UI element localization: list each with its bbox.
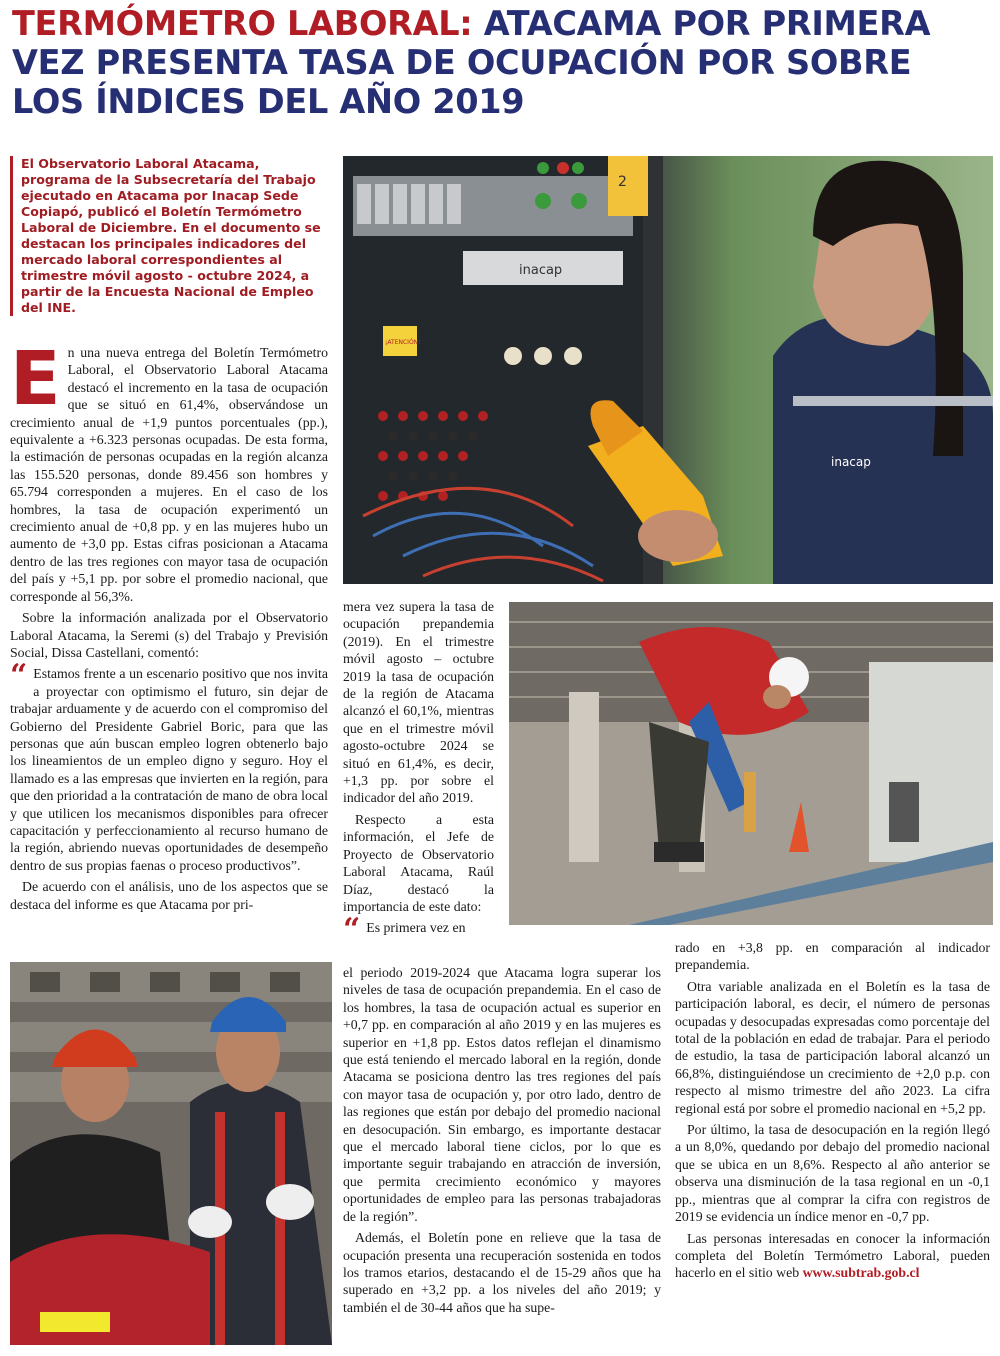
col2-paragraph-2: Respecto a esta información, el Jefe de Proyecto de Observatorio Laboral Atacama, Raúl Díaz, destacó la importancia de este dato: (343, 811, 494, 914)
photo-construction-worker (509, 602, 993, 925)
column-2-bottom (343, 964, 661, 1320)
panel-inacap-label: inacap (519, 263, 563, 278)
col1-paragraph-1: n una nueva entrega del Boletín Termómetro Laboral, el Observatorio Laboral Atacama destacó el incremento en la tasa de ocupación que se situó en 61,4%, observándose un crecimiento anual de +1,9 puntos porcentuales (pp.), equivalente a +6.323 personas ocupadas. De esta forma, la estimación de personas ocupadas en la región alcanza las 155.520 personas, donde 89.456 son hombres y 65.794 corresponden a mujeres. En el caso de los hombres, la tasa de ocupación experimentó un crecimiento anual de +0,8 pp. y en las mujeres hubo un aumento de +3,0 pp. Estas cifras posicionan a Atacama dentro de las tres regiones con mayor tasa de ocupación del país y +5,1 pp. por sobre el promedio nacional, que corresponde al 56,3%. (10, 345, 328, 604)
col2-paragraph-3: Además, el Boletín pone en relieve que la tasa de ocupación presenta una recuperación sostenida en todos los tramos etarios, destacando el de 15-29 años que ha superado en +3,2 pp. a los niveles del año 2019; y también el de 30-44 años que ha supe- (343, 1230, 661, 1315)
quote-mark-icon: “ (10, 658, 28, 694)
quote-mark-icon-2: “ (343, 912, 361, 948)
col2-quote-rest: el periodo 2019-2024 que Atacama logra superar los niveles de tasa de ocupación prepandemia. En el caso de los hombres, la tasa de ocupación actual es superior en +0,7 pp. en comparación al año 2019 y en las mujeres es superior en +1,8 pp. Estos datos reflejan el dinamismo que está teniendo el mercado laboral en la región, donde Atacama se posiciona dentro las tres regiones del país con mayor tasa de ocupación y, por otro lado, dentro de las regiones que están por debajo del promedio nacional en desocupación. Sin embargo, es importante destacar que el mercado laboral tiene ciclos, por lo que es importante seguir trabajando en atracción de inversión, que permita crecimiento económico y mayores oportunidades de empleo para las personas trabajadoras de la región”. (343, 965, 661, 1224)
headline-blue: ATACAMA POR PRIMERA VEZ PRESENTA TASA DE OCUPACIÓN POR SOBRE LOS ÍNDICES DEL AÑO 2019 (12, 4, 931, 121)
lead-paragraph: El Observatorio Laboral Atacama, programa de la Subsecretaría del Trabajo ejecutado en Atacama por Inacap Sede Copiapó, publicó el Boletín Termómetro Laboral de Diciembre. En el documento se destacan los principales indicadores del mercado laboral correspondientes al trimestre móvil agosto - octubre 2024, a partir de la Encuesta Nacional de Empleo del INE. (10, 156, 326, 316)
col3-paragraph-1: rado en +3,8 pp. en comparación al indicador prepandemia. (675, 940, 990, 973)
photo-two-workers (10, 962, 332, 1345)
website-link[interactable]: www.subtrab.gob.cl (802, 1265, 920, 1281)
col1-paragraph-3: De acuerdo con el análisis, uno de los aspectos que se destaca del informe es que Atacama por pri- (10, 879, 328, 912)
vest-inacap-label: inacap (831, 455, 871, 469)
headline (12, 4, 992, 121)
col3-paragraph-2: Otra variable analizada en el Boletín es la tasa de participación laboral, es decir, el número de personas ocupadas y desocupadas expresadas como porcentaje del total de la población en edad de trabajar. Para el periodo de estudio, la tasa de participación laboral alcanzó un 66,8%, distinguiéndose un crecimiento de +2,0 p.p. con respecto al mismo trimestre del año 2023. La cifra regional está por sobre el promedio nacional en +5,2 pp. (675, 978, 990, 1116)
panel-number: 2 (618, 174, 627, 190)
col1-quote: Estamos frente a un escenario positivo que nos invita a proyectar con optimismo el futuro, sin dejar de trabajar arduamente y de acuerdo con el compromiso del Gobierno del Presidente Gabriel Boric, para que las personas que aún buscan empleo logren obtenerlo bajo los lineamientos de un empleo digno y seguro. Hoy el llamado es a las empresas que invierten en la región, para que den prioridad a la contratación de mano de obra local y que utilicen los mecanismos disponibles para ofrecer capacitación y perfeccionamiento al recurso humano de la región, abriendo nuevas oportunidades de desempeño dentro de sus propias faenas o proceso productivos”. (10, 666, 328, 873)
col2-paragraph-1: mera vez supera la tasa de ocupación prepandemia (2019). En el trimestre móvil agosto – octubre 2019 la tasa de ocupación de la región de Atacama alcanzó el 60,1%, mientras que en el trimestre móvil agosto-octubre 2024 se situó en 61,4%, es decir, +1,3 pp. por sobre el indicador del año 2019. (343, 599, 494, 806)
headline-red: TERMÓMETRO LABORAL: (12, 4, 473, 43)
col1-paragraph-2: Sobre la información analizada por el Observatorio Laboral Atacama, la Seremi (s) del Trabajo y Previsión Social, Dissa Castellani, comentó: (10, 610, 328, 660)
column-2 (343, 598, 494, 948)
drop-cap: E (10, 336, 61, 422)
col2-quote-start: Es primera vez en (366, 920, 466, 936)
column-3 (675, 939, 990, 1286)
photo-technician (343, 156, 993, 584)
column-1 (10, 336, 328, 917)
col3-paragraph-4: Las personas interesadas en conocer la información completa del Boletín Termómetro Laboral, pueden hacerlo en el sitio web (675, 1230, 990, 1281)
warning-sticker: ¡ATENCIÓN! (385, 339, 421, 346)
col3-paragraph-3: Por último, la tasa de desocupación en la región llegó a un 8,0%, quedando por debajo del promedio nacional que se ubica en un 8,6%. Respecto al año anterior se observa una disminución de la tasa regional en un -0,1 pp., mientras que al comprar la cifra con registros de 2019 se evidencia un índice menor en -0,7 pp. (675, 1122, 990, 1225)
